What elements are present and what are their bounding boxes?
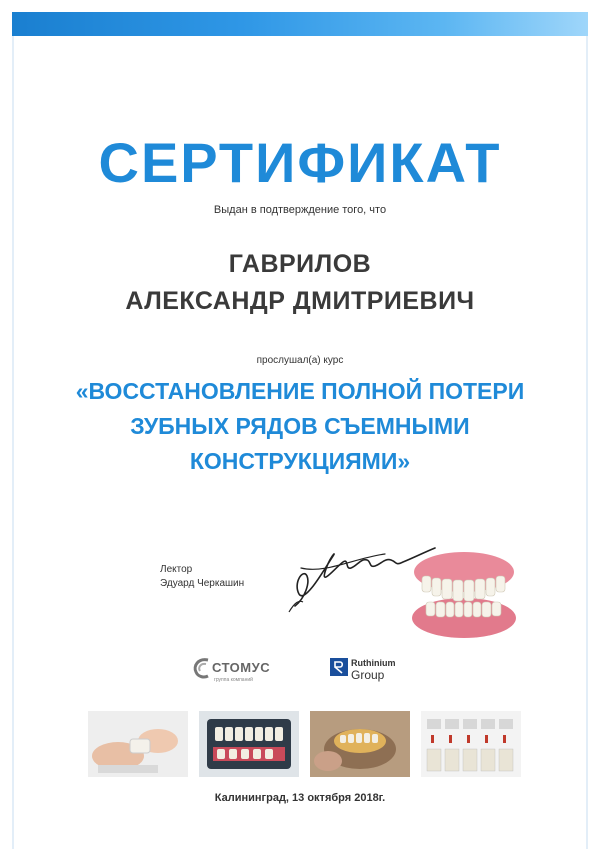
ruthinium-logo-icon [330, 658, 348, 676]
course-title-line-1: «ВОССТАНОВЛЕНИЕ ПОЛНОЙ ПОТЕРИ [75, 378, 525, 404]
recipient-given-names: АЛЕКСАНДР ДМИТРИЕВИЧ [125, 287, 475, 315]
certificate-footer: Калининград, 13 октября 2018г. [214, 792, 386, 804]
stomus-logo-tagline: группа компаний [214, 677, 253, 683]
ruthinium-logo-group: Group [351, 668, 385, 682]
stomus-logo [192, 656, 312, 688]
course-intro: прослушал(а) курс [256, 355, 344, 366]
stomus-logo-text: СТОМУС [212, 660, 271, 675]
lecturer-name: Эдуард Черкашин [160, 578, 245, 589]
course-title-line-2: ЗУБНЫХ РЯДОВ СЪЕМНЫМИ [130, 413, 470, 439]
ruthinium-logo-text: Ruthinium [351, 658, 396, 668]
top-color-bar [12, 12, 588, 36]
photo-tooth-set [199, 711, 299, 777]
dentures-image [408, 548, 520, 640]
course-title-line-3: КОНСТРУКЦИЯМИ» [189, 448, 411, 474]
photo-hands-work [88, 711, 188, 777]
lecturer-block [160, 563, 244, 591]
ruthinium-logo [330, 656, 450, 696]
certificate-subtitle: Выдан в подтверждение того, что [213, 204, 387, 216]
recipient-surname: ГАВРИЛОВ [228, 250, 372, 278]
photo-denture-model [310, 711, 410, 777]
recipient-name [0, 246, 600, 320]
lecturer-role: Лектор [160, 564, 193, 575]
certificate-title: СЕРТИФИКАТ [98, 131, 502, 194]
course-title [0, 374, 600, 479]
photo-shade-guide [421, 711, 521, 777]
stomus-logo-icon [192, 656, 212, 680]
